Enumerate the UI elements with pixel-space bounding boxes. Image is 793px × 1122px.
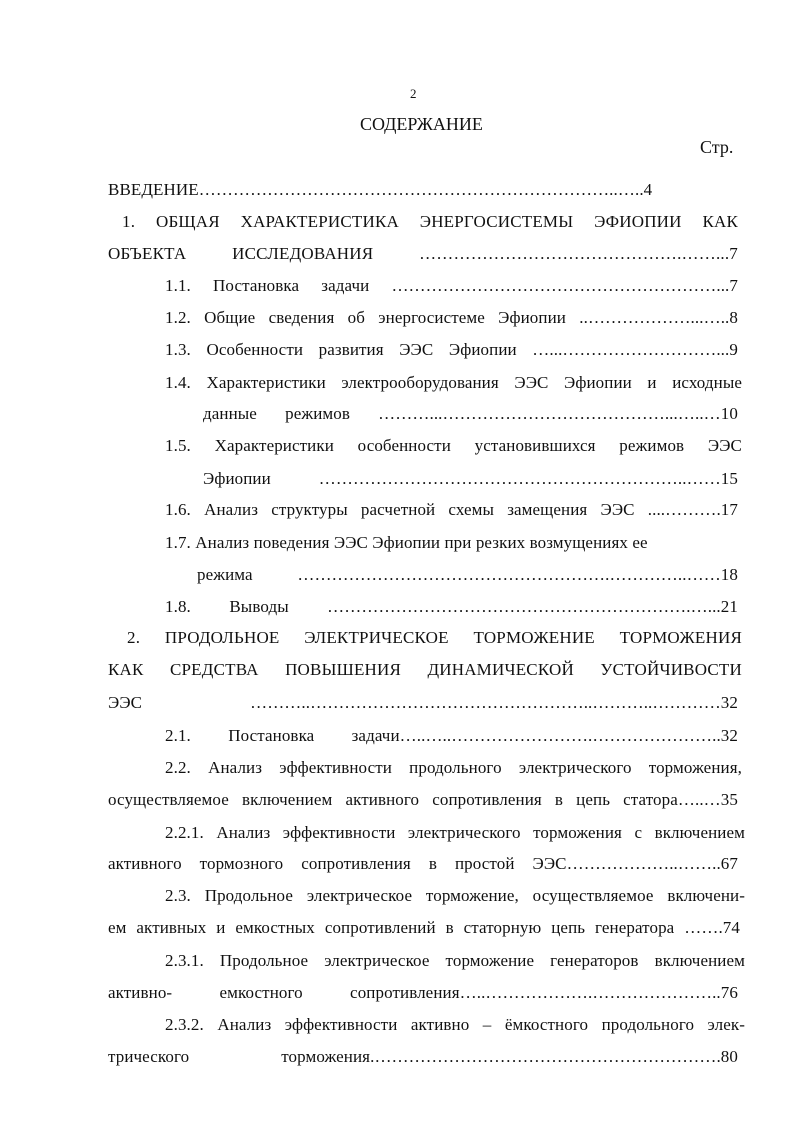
- toc-line-2-2: 2.2. Анализ эффективности продольного электрического торможения,: [165, 758, 742, 777]
- toc-line-2-3-1-cont: активно- емкостного сопротивления…..……………….…………………..76: [108, 983, 738, 1002]
- page-column-label: Стр.: [700, 137, 734, 157]
- toc-line-2-3-cont: ем активных и емкостных сопротивлений в статорную цепь генератора …….74: [108, 918, 740, 937]
- toc-line-introduction: ВВЕДЕНИЕ………………………………………………………………..…..4: [108, 180, 653, 199]
- toc-line-1-3: 1.3. Особенности развития ЭЭС Эфиопии …...………………………...9: [165, 340, 738, 359]
- toc-line-chapter-1-cont: ОБЪЕКТА ИССЛЕДОВАНИЯ ……………………………………….……...7: [108, 244, 738, 263]
- toc-line-1-4: 1.4. Характеристики электрооборудования ЭЭС Эфиопии и исходные: [165, 373, 742, 392]
- toc-line-2-2-cont: осуществляемое включением активного сопротивления в цепь статора…..…35: [108, 790, 738, 809]
- toc-line-2-3-2-cont: трического торможения.…………………………………………………….80: [108, 1047, 738, 1066]
- toc-line-1-7: 1.7. Анализ поведения ЭЭС Эфиопии при резких возмущениях ее: [165, 533, 648, 552]
- toc-line-2-3-2: 2.3.2. Анализ эффективности активно – ёмкостного продольного элек-: [165, 1015, 745, 1034]
- toc-line-1-5: 1.5. Характеристики особенности установившихся режимов ЭЭС: [165, 436, 742, 455]
- toc-line-1-1: 1.1. Постановка задачи …………………………………………………...7: [165, 276, 738, 295]
- toc-line-chapter-1: 1. ОБЩАЯ ХАРАКТЕРИСТИКА ЭНЕРГОСИСТЕМЫ ЭФИОПИИ КАК: [122, 212, 738, 231]
- toc-line-chapter-2: 2. ПРОДОЛЬНОЕ ЭЛЕКТРИЧЕСКОЕ ТОРМОЖЕНИЕ ТОРМОЖЕНИЯ: [127, 628, 742, 647]
- toc-line-1-4-cont: данные режимов ………...…………………………………...…..…10: [203, 404, 738, 423]
- page-number: 2: [410, 86, 417, 101]
- page-title: СОДЕРЖАНИЕ: [360, 114, 483, 134]
- toc-line-1-7-cont: режима ……………………………………………….…………..……18: [197, 565, 738, 584]
- toc-line-chapter-2-cont2: ЭЭС ………..…………………………………………..………..…………32: [108, 693, 738, 712]
- toc-line-2-1: 2.1. Постановка задачи…..…..…………………….…………………..32: [165, 726, 738, 745]
- toc-line-2-2-1: 2.2.1. Анализ эффективности электрического торможения с включением: [165, 823, 745, 842]
- toc-line-chapter-2-cont: КАК СРЕДСТВА ПОВЫШЕНИЯ ДИНАМИЧЕСКОЙ УСТОЙЧИВОСТИ: [108, 660, 742, 679]
- toc-line-1-2: 1.2. Общие сведения об энергосистеме Эфиопии ..………………...…..8: [165, 308, 738, 327]
- toc-line-2-2-1-cont: активного тормозного сопротивления в простой ЭЭС………………..……..67: [108, 854, 738, 873]
- toc-line-1-8: 1.8. Выводы ……………………………………………………….…...21: [165, 597, 738, 616]
- toc-line-2-3: 2.3. Продольное электрическое торможение, осуществляемое включени-: [165, 886, 745, 905]
- toc-line-2-3-1: 2.3.1. Продольное электрическое торможение генераторов включением: [165, 951, 745, 970]
- toc-line-1-6: 1.6. Анализ структуры расчетной схемы замещения ЭЭС ....……….17: [165, 500, 738, 519]
- toc-line-1-5-cont: Эфиопии ………………………………………………………..……15: [203, 469, 738, 488]
